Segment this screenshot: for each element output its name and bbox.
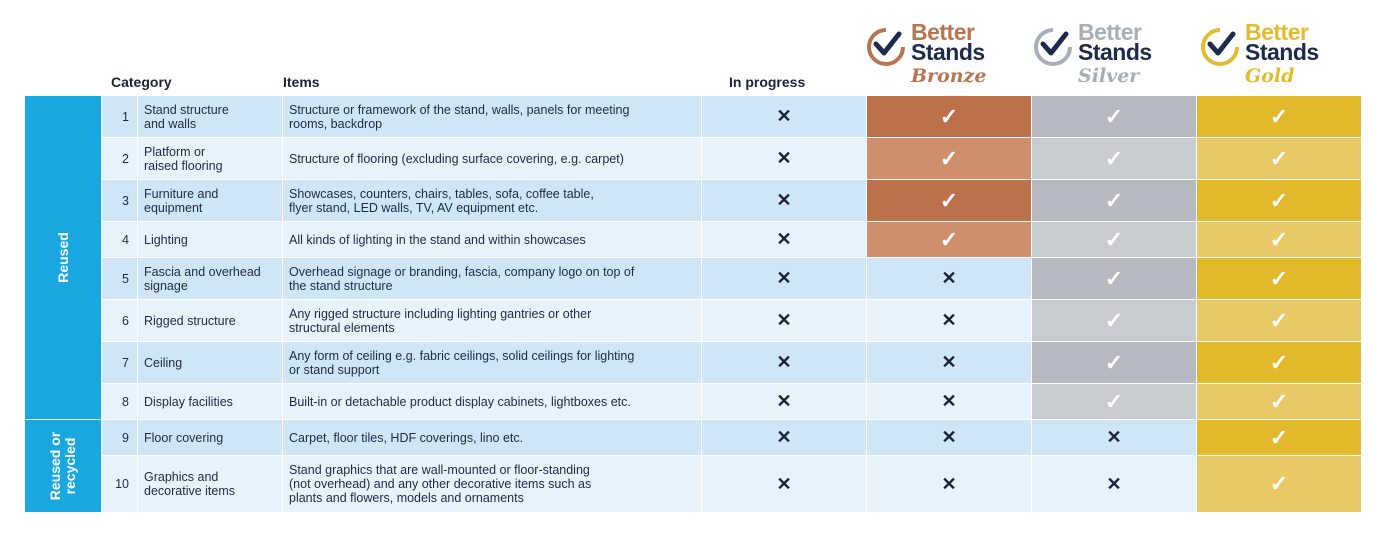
check-icon: ✓ <box>1269 349 1289 375</box>
check-icon: ✓ <box>1269 307 1289 333</box>
cross-icon: ✕ <box>776 427 792 447</box>
row-number: 10 <box>102 456 138 513</box>
gold-status-cell <box>1197 96 1362 138</box>
in_progress-status-cell <box>702 456 867 513</box>
in_progress-status-cell <box>702 300 867 342</box>
table-row <box>25 258 1362 300</box>
check-icon: ✓ <box>1104 349 1124 375</box>
bronze-status-cell <box>867 180 1032 222</box>
logo-word-stands: Stands <box>911 39 985 65</box>
category-label: Floor covering <box>138 420 283 456</box>
table-row <box>25 342 1362 384</box>
silver-status-cell <box>1032 384 1197 420</box>
check-icon: ✓ <box>939 187 959 213</box>
cross-icon: ✕ <box>941 352 957 372</box>
category-label: Display facilities <box>138 384 283 420</box>
check-icon: ✓ <box>1269 187 1289 213</box>
check-icon: ✓ <box>1269 226 1289 252</box>
check-badge-icon <box>1032 26 1074 68</box>
in_progress-status-cell <box>702 96 867 138</box>
gold-status-cell <box>1197 180 1362 222</box>
bronze-status-cell <box>867 222 1032 258</box>
items-description: Stand graphics that are wall-mounted or floor-standing (not overhead) and any other decorative items such as plants and flowers, models and ornaments <box>283 456 702 513</box>
header-items: Items <box>283 74 320 90</box>
check-icon: ✓ <box>1104 388 1124 414</box>
logo-gold <box>1199 20 1349 86</box>
items-description: Any form of ceiling e.g. fabric ceilings, solid ceilings for lighting or stand support <box>283 342 702 384</box>
category-label: Fascia and overhead signage <box>138 258 283 300</box>
check-icon: ✓ <box>939 145 959 171</box>
row-number: 6 <box>102 300 138 342</box>
cross-icon: ✕ <box>776 268 792 288</box>
category-label: Rigged structure <box>138 300 283 342</box>
table-row <box>25 222 1362 258</box>
check-icon: ✓ <box>939 226 959 252</box>
row-number: 3 <box>102 180 138 222</box>
row-number: 4 <box>102 222 138 258</box>
items-description: Carpet, floor tiles, HDF coverings, lino etc. <box>283 420 702 456</box>
table-row <box>25 384 1362 420</box>
check-icon: ✓ <box>1104 265 1124 291</box>
check-badge-icon <box>865 26 907 68</box>
logo-bronze <box>865 20 1015 86</box>
logo-word-stands: Stands <box>1245 39 1319 65</box>
bronze-status-cell <box>867 96 1032 138</box>
check-icon: ✓ <box>1269 471 1289 496</box>
table-row <box>25 420 1362 456</box>
bronze-status-cell <box>867 258 1032 300</box>
group-label: Reused or recycled <box>47 431 78 501</box>
cross-icon: ✕ <box>776 106 792 126</box>
check-badge-icon <box>1199 26 1241 68</box>
silver-status-cell <box>1032 180 1197 222</box>
row-number: 9 <box>102 420 138 456</box>
bronze-status-cell <box>867 342 1032 384</box>
bronze-status-cell <box>867 420 1032 456</box>
cross-icon: ✕ <box>941 473 957 494</box>
silver-status-cell <box>1032 456 1197 513</box>
check-icon: ✓ <box>1269 265 1289 291</box>
cross-icon: ✕ <box>776 473 792 494</box>
cross-icon: ✕ <box>776 391 792 411</box>
logo-word-stands: Stands <box>1078 39 1152 65</box>
row-number: 5 <box>102 258 138 300</box>
logo-word-better: Better <box>1245 19 1309 45</box>
category-label: Ceiling <box>138 342 283 384</box>
in_progress-status-cell <box>702 138 867 180</box>
category-label: Stand structure and walls <box>138 96 283 138</box>
category-label: Platform or raised flooring <box>138 138 283 180</box>
gold-status-cell <box>1197 300 1362 342</box>
cross-icon: ✕ <box>776 229 792 249</box>
silver-status-cell <box>1032 300 1197 342</box>
items-description: Structure of flooring (excluding surface covering, e.g. carpet) <box>283 138 702 180</box>
cross-icon: ✕ <box>1106 427 1122 447</box>
cross-icon: ✕ <box>776 352 792 372</box>
items-description: Any rigged structure including lighting gantries or other structural elements <box>283 300 702 342</box>
row-number: 1 <box>102 96 138 138</box>
items-description: Structure or framework of the stand, walls, panels for meeting rooms, backdrop <box>283 96 702 138</box>
silver-status-cell <box>1032 342 1197 384</box>
in_progress-status-cell <box>702 420 867 456</box>
header-in-progress: In progress <box>729 74 806 90</box>
check-icon: ✓ <box>1269 424 1289 450</box>
gold-status-cell <box>1197 420 1362 456</box>
check-icon: ✓ <box>1104 145 1124 171</box>
in_progress-status-cell <box>702 222 867 258</box>
row-number: 7 <box>102 342 138 384</box>
category-label: Furniture and equipment <box>138 180 283 222</box>
logo-silver <box>1032 20 1182 86</box>
check-icon: ✓ <box>1104 307 1124 333</box>
logo-tier: Bronze <box>911 65 987 87</box>
items-description: Overhead signage or branding, fascia, company logo on top of the stand structure <box>283 258 702 300</box>
check-icon: ✓ <box>1269 103 1289 129</box>
logo-tier: Silver <box>1078 65 1140 87</box>
check-icon: ✓ <box>1269 388 1289 414</box>
logo-tier: Gold <box>1245 65 1295 87</box>
category-label: Lighting <box>138 222 283 258</box>
bronze-status-cell <box>867 384 1032 420</box>
cross-icon: ✕ <box>941 391 957 411</box>
silver-status-cell <box>1032 138 1197 180</box>
table-row <box>25 300 1362 342</box>
in_progress-status-cell <box>702 342 867 384</box>
table-row <box>25 96 1362 138</box>
silver-status-cell <box>1032 222 1197 258</box>
criteria-table <box>24 95 1362 513</box>
cross-icon: ✕ <box>776 310 792 330</box>
gold-status-cell <box>1197 456 1362 513</box>
in_progress-status-cell <box>702 258 867 300</box>
header-category: Category <box>111 74 172 90</box>
gold-status-cell <box>1197 222 1362 258</box>
group-reused <box>25 96 102 420</box>
items-description: Showcases, counters, chairs, tables, sofa, coffee table, flyer stand, LED walls, TV, AV equipment etc. <box>283 180 702 222</box>
logo-word-better: Better <box>1078 19 1142 45</box>
table-row <box>25 456 1362 513</box>
cross-icon: ✕ <box>941 427 957 447</box>
cross-icon: ✕ <box>941 268 957 288</box>
cross-icon: ✕ <box>1106 473 1122 494</box>
silver-status-cell <box>1032 258 1197 300</box>
items-description: Built-in or detachable product display cabinets, lightboxes etc. <box>283 384 702 420</box>
check-icon: ✓ <box>1269 145 1289 171</box>
cross-icon: ✕ <box>776 190 792 210</box>
group-label: Reused <box>54 232 71 283</box>
cross-icon: ✕ <box>941 310 957 330</box>
group-reused-or-recycled <box>25 420 102 513</box>
gold-status-cell <box>1197 384 1362 420</box>
bronze-status-cell <box>867 138 1032 180</box>
row-number: 2 <box>102 138 138 180</box>
check-icon: ✓ <box>1104 103 1124 129</box>
check-icon: ✓ <box>1104 187 1124 213</box>
bronze-status-cell <box>867 300 1032 342</box>
gold-status-cell <box>1197 258 1362 300</box>
category-label: Graphics and decorative items <box>138 456 283 513</box>
table-row <box>25 180 1362 222</box>
gold-status-cell <box>1197 342 1362 384</box>
check-icon: ✓ <box>939 103 959 129</box>
silver-status-cell <box>1032 96 1197 138</box>
cross-icon: ✕ <box>776 148 792 168</box>
items-description: All kinds of lighting in the stand and within showcases <box>283 222 702 258</box>
silver-status-cell <box>1032 420 1197 456</box>
gold-status-cell <box>1197 138 1362 180</box>
in_progress-status-cell <box>702 384 867 420</box>
in_progress-status-cell <box>702 180 867 222</box>
logo-word-better: Better <box>911 19 975 45</box>
row-number: 8 <box>102 384 138 420</box>
check-icon: ✓ <box>1104 226 1124 252</box>
bronze-status-cell <box>867 456 1032 513</box>
table-row <box>25 138 1362 180</box>
